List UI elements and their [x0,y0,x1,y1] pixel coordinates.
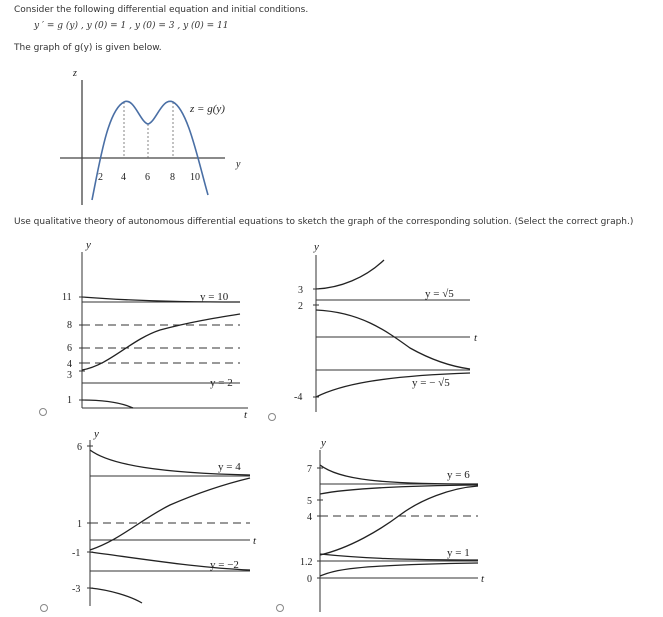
opt-b-tick: -4 [294,392,303,403]
opt-d-tick: 7 [307,464,312,475]
opt-c-t-axis: t [253,535,257,547]
g-curve-label: z = g(y) [190,103,225,115]
option-d-radio[interactable] [276,604,284,612]
opt-b-y-axis: y [314,241,319,253]
g-tick: 10 [190,172,200,183]
g-tick: 8 [170,172,175,183]
opt-d-tick: 1.2 [300,557,313,568]
opt-a-y-axis: y [86,239,91,251]
differential-equation: y ′ = g (y) , y (0) = 1 , y (0) = 3 , y (0) = 11 [34,21,229,31]
opt-a-tick: 1 [67,395,72,406]
opt-c-label: y = 4 [218,461,241,473]
opt-d-label: y = 1 [447,547,470,559]
opt-c-tick: 1 [77,519,82,530]
opt-c-tick: 6 [77,442,82,453]
opt-a-tick: 6 [67,343,72,354]
opt-b-t-axis: t [474,332,478,344]
opt-b-label: y = − √5 [412,377,450,389]
opt-c-y-axis: y [94,428,99,440]
opt-b-label: y = √5 [425,288,454,300]
opt-d-y-axis: y [321,437,326,449]
opt-d-tick: 4 [307,512,312,523]
opt-a-tick: 8 [67,320,72,331]
opt-d-tick: 0 [307,574,312,585]
question-intro: Consider the following differential equation and initial conditions. [14,5,309,15]
opt-c-label: y = −2 [210,559,239,571]
opt-a-tick: 3 [67,370,72,381]
opt-d-label: y = 6 [447,469,470,481]
opt-c-tick: -1 [72,548,81,559]
opt-d-t-axis: t [481,573,485,585]
opt-a-label: y = 10 [200,291,229,303]
opt-c-tick: -3 [72,584,81,595]
graph-intro: The graph of g(y) is given below. [14,43,162,53]
opt-a-tick: 4 [67,359,72,370]
opt-a-tick: 11 [62,292,72,303]
g-tick: 2 [98,172,103,183]
opt-d-tick: 5 [307,496,312,507]
instruction: Use qualitative theory of autonomous differential equations to sketch the graph of the corresponding solution. (Select the correct graph.) [14,217,634,227]
opt-a-t-axis: t [244,409,248,421]
g-tick: 6 [145,172,150,183]
g-y-axis-label: y [236,159,241,170]
g-z-axis-label: z [73,68,77,79]
opt-b-tick: 2 [298,301,303,312]
opt-b-tick: 3 [298,285,303,296]
opt-a-label: y = 2 [210,377,233,389]
g-tick: 4 [121,172,126,183]
